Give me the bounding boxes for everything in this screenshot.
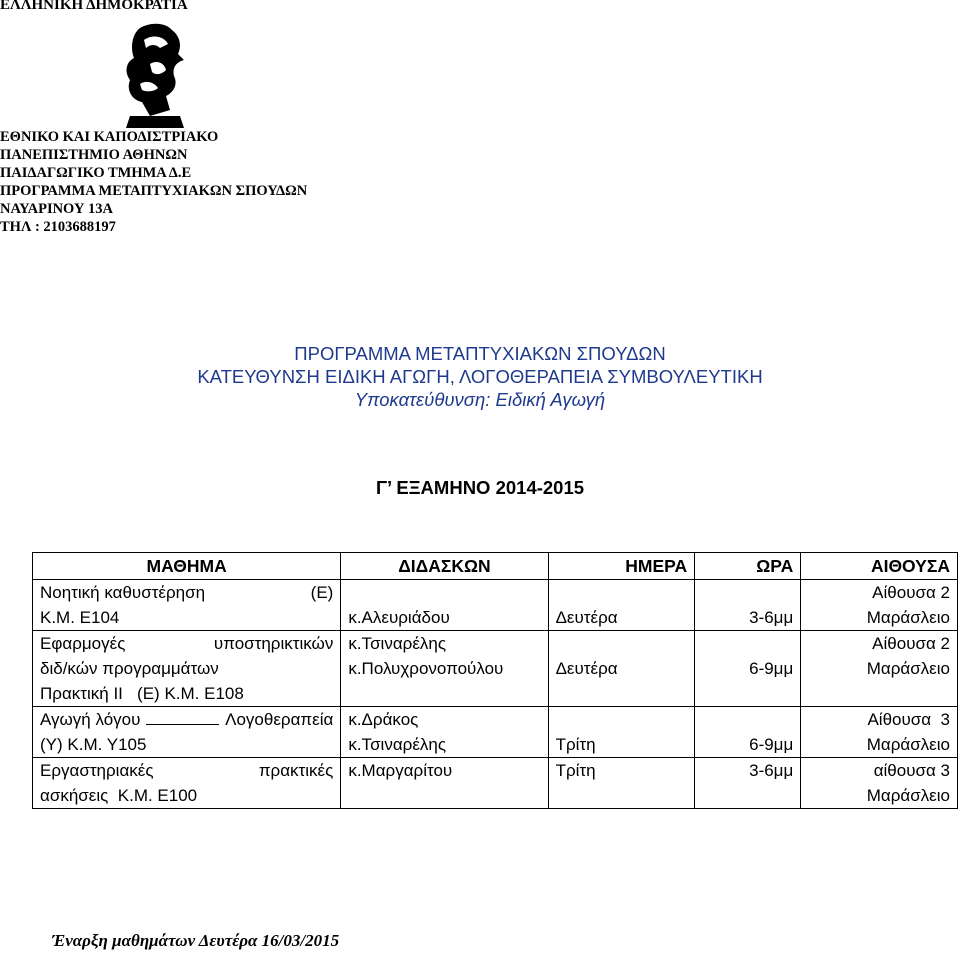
time-value: 3-6μμ <box>749 608 794 627</box>
subdirection-title: Υποκατεύθυνση: Ειδική Αγωγή <box>354 389 606 410</box>
room-building: Μαράσλειο <box>866 659 950 678</box>
institution-header <box>0 128 307 236</box>
teacher-cell <box>341 580 548 631</box>
direction-title: ΚΑΤΕΥΘΥΝΣΗ ΕΙΔΙΚΗ ΑΓΩΓΗ, ΛΟΓΟΘΕΡΑΠΕΙΑ ΣΥΜΒΟΥΛΕΥΤΙΚΗ <box>197 366 763 387</box>
room-name: Αίθουσα 3 <box>867 710 950 729</box>
day-value: Δευτέρα <box>555 659 618 678</box>
schedule-table <box>32 552 958 809</box>
header-day <box>548 553 695 580</box>
table-row <box>33 580 958 631</box>
course-code: (Υ) Κ.Μ. Υ105 <box>40 735 147 754</box>
day-cell <box>548 580 695 631</box>
header-course-label: ΜΑΘΗΜΑ <box>146 556 227 576</box>
header-course <box>33 553 341 580</box>
department-name: ΠΑΙΔΑΓΩΓΙΚΟ ΤΜΗΜΑ Δ.Ε <box>0 165 192 181</box>
header-time <box>695 553 801 580</box>
program-name: ΠΡΟΓΡΑΜΜΑ ΜΕΤΑΠΤΥΧΙΑΚΩΝ ΣΠΟΥΔΩΝ <box>0 183 308 199</box>
header-teacher-label: ΔΙΔΑΣΚΩΝ <box>398 556 491 576</box>
course-name: Πρακτική ΙΙ (Ε) Κ.Μ. Ε108 <box>40 684 244 703</box>
day-cell <box>548 631 695 707</box>
program-title: ΠΡΟΓΡΑΜΜΑ ΜΕΤΑΠΤΥΧΙΑΚΩΝ ΣΠΟΥΔΩΝ <box>294 343 666 364</box>
room-cell <box>801 580 958 631</box>
course-type: (Ε) <box>310 583 334 602</box>
address: ΝΑΥΑΡΙΝΟΥ 13Α <box>0 201 114 217</box>
course-name-part-2: πρακτικές <box>258 761 334 780</box>
table-row <box>33 758 958 809</box>
room-building: Μαράσλειο <box>866 735 950 754</box>
athena-crest-icon <box>110 20 205 130</box>
course-cell <box>33 707 341 758</box>
table-header-row <box>33 553 958 580</box>
course-name-part-2: υποστηρικτικών <box>213 634 334 653</box>
course-name-part-2: Λογοθεραπεία <box>225 710 334 729</box>
table-row <box>33 707 958 758</box>
teacher-name: κ.Πολυχρονοπούλου <box>348 659 504 678</box>
header-room <box>801 553 958 580</box>
time-value: 6-9μμ <box>749 659 794 678</box>
time-cell <box>695 580 801 631</box>
course-name-part-1: Εφαρμογές <box>40 634 126 653</box>
time-cell <box>695 758 801 809</box>
time-value: 6-9μμ <box>749 735 794 754</box>
teacher-cell <box>341 631 548 707</box>
course-cell <box>33 681 341 707</box>
day-cell <box>548 758 695 809</box>
phone: ΤΗΛ : 2103688197 <box>0 219 116 235</box>
room-name: Αίθουσα 2 <box>872 583 950 602</box>
header-day-label: ΗΜΕΡΑ <box>625 556 688 576</box>
course-code: ασκήσεις Κ.Μ. Ε100 <box>40 786 198 805</box>
course-name-part-1: Εργαστηριακές <box>40 761 154 780</box>
room-cell <box>801 758 958 809</box>
teacher-name: κ.Δράκος <box>348 710 419 729</box>
course-name-part-3: διδ/κών προγραμμάτων <box>40 659 219 678</box>
room-name: Αίθουσα 2 <box>872 634 950 653</box>
time-value: 3-6μμ <box>749 761 794 780</box>
header-time-label: ΩΡΑ <box>756 556 794 576</box>
table-row <box>33 631 958 682</box>
room-name: αίθουσα 3 <box>873 761 950 780</box>
day-value: Δευτέρα <box>555 608 618 627</box>
day-cell <box>548 707 695 758</box>
teacher-cell <box>341 758 548 809</box>
course-cell <box>33 580 341 631</box>
header-room-label: ΑΙΘΟΥΣΑ <box>870 556 950 576</box>
semester-title: Γ’ ΕΞΑΜΗΝΟ 2014-2015 <box>375 477 585 498</box>
university-line-2: ΠΑΝΕΠΙΣΤΗΜΙΟ ΑΘΗΝΩΝ <box>0 147 188 163</box>
country-name: ΕΛΛΗΝΙΚΗ ΔΗΜΟΚΡΑΤΙΑ <box>0 0 188 13</box>
day-value: Τρίτη <box>555 735 596 754</box>
university-line-1: ΕΘΝΙΚΟ ΚΑΙ ΚΑΠΟΔΙΣΤΡΙΑΚΟ <box>0 129 219 145</box>
room-cell <box>801 631 958 707</box>
room-building: Μαράσλειο <box>866 786 950 805</box>
program-titles <box>0 342 960 411</box>
teacher-name: κ.Μαργαρίτου <box>348 761 453 780</box>
header-teacher <box>341 553 548 580</box>
teacher-name: κ.Αλευριάδου <box>348 608 450 627</box>
course-code: Κ.Μ. Ε104 <box>40 608 120 627</box>
dash-separator <box>146 707 219 725</box>
course-start-note: Έναρξη μαθημάτων Δευτέρα 16/03/2015 <box>52 931 340 950</box>
course-name: Νοητική καθυστέρηση <box>40 583 206 602</box>
course-cell <box>33 758 341 809</box>
course-name-part-1: Αγωγή λόγου <box>40 710 141 729</box>
teacher-name: κ.Τσιναρέλης <box>348 735 447 754</box>
course-cell <box>33 631 341 682</box>
teacher-cell <box>341 707 548 758</box>
teacher-name: κ.Τσιναρέλης <box>348 634 447 653</box>
time-cell <box>695 631 801 707</box>
room-cell <box>801 707 958 758</box>
room-building: Μαράσλειο <box>866 608 950 627</box>
day-value: Τρίτη <box>555 761 596 780</box>
time-cell <box>695 707 801 758</box>
